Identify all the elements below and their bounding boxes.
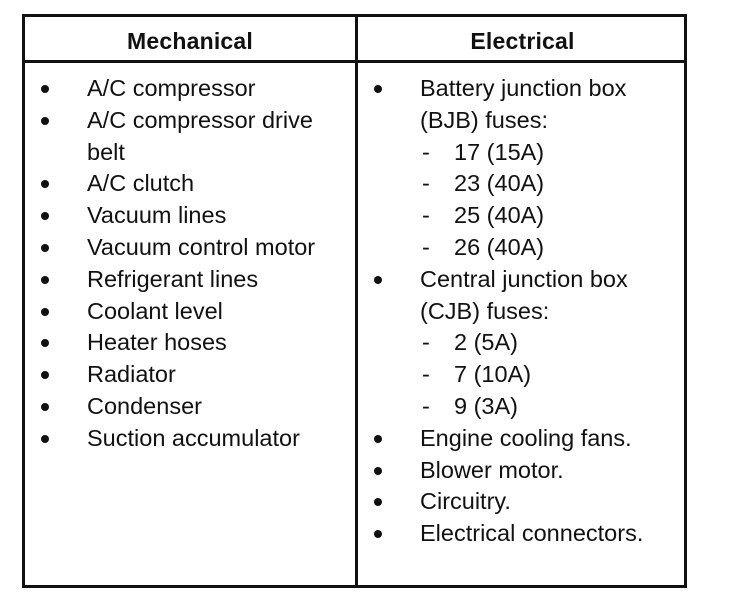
fuse-item <box>420 359 687 391</box>
mechanical-list <box>25 73 355 455</box>
item-text: Vacuum control motor <box>87 233 316 260</box>
electrical-list <box>358 73 687 550</box>
bullet-icon <box>374 85 382 93</box>
bullet-icon <box>41 180 49 188</box>
list-item <box>358 423 687 455</box>
fuse-text: 2 (5A) <box>454 329 518 356</box>
bullet-icon <box>374 530 382 538</box>
dash-icon: - <box>422 202 430 229</box>
bullet-icon <box>374 467 382 475</box>
cjb-label: Central junction box (CJB) fuses: <box>420 265 628 324</box>
item-text: A/C compressor drive belt <box>87 106 313 165</box>
list-item <box>25 391 355 423</box>
item-text: Coolant level <box>87 297 223 324</box>
item-text: Engine cooling fans. <box>420 424 632 451</box>
item-text: Electrical connectors. <box>420 520 644 547</box>
item-text: A/C compressor <box>87 75 256 101</box>
bullet-icon <box>41 212 49 220</box>
fuse-text: 7 (10A) <box>454 361 532 388</box>
bullet-icon <box>41 117 49 125</box>
item-text: Blower motor. <box>420 456 564 483</box>
header-electrical: Electrical <box>470 28 575 54</box>
list-item <box>358 486 687 518</box>
dash-icon: - <box>422 233 430 260</box>
bjb-label: Battery junction box (BJB) fuses: <box>420 75 627 133</box>
fuse-text: 26 (40A) <box>454 233 545 260</box>
list-item <box>25 327 355 359</box>
fuse-item <box>420 391 687 423</box>
bjb-fuse-list <box>420 137 687 264</box>
item-text: Vacuum lines <box>87 202 227 229</box>
list-item <box>25 105 355 169</box>
fuse-text: 23 (40A) <box>454 170 545 197</box>
diagnosis-table <box>22 14 687 588</box>
dash-icon: - <box>422 138 430 165</box>
list-item-cjb <box>358 264 687 423</box>
item-text: Refrigerant lines <box>87 265 259 292</box>
bullet-icon <box>41 403 49 411</box>
item-text: Heater hoses <box>87 329 227 356</box>
bullet-icon <box>374 435 382 443</box>
fuse-item <box>420 327 687 359</box>
item-text: Suction accumulator <box>87 424 300 451</box>
list-item <box>358 518 687 550</box>
dash-icon: - <box>422 329 430 356</box>
item-text: A/C clutch <box>87 170 195 197</box>
list-item <box>25 296 355 328</box>
bullet-icon <box>41 339 49 347</box>
list-item-bjb <box>358 73 687 264</box>
header-mechanical: Mechanical <box>127 28 253 54</box>
fuse-text: 17 (15A) <box>454 138 545 165</box>
list-item <box>358 455 687 487</box>
bullet-icon <box>41 308 49 316</box>
bullet-icon <box>41 435 49 443</box>
fuse-item <box>420 168 687 200</box>
bullet-icon <box>41 371 49 379</box>
fuse-item <box>420 232 687 264</box>
fuse-text: 25 (40A) <box>454 202 545 229</box>
bullet-icon <box>41 85 49 93</box>
fuse-text: 9 (3A) <box>454 392 518 419</box>
list-item <box>25 232 355 264</box>
list-item <box>25 359 355 391</box>
fuse-item <box>420 137 687 169</box>
item-text: Radiator <box>87 361 176 388</box>
list-item <box>25 264 355 296</box>
bullet-icon <box>41 276 49 284</box>
dash-icon: - <box>422 361 430 388</box>
cjb-fuse-list <box>420 327 687 422</box>
list-item <box>25 200 355 232</box>
bullet-icon <box>374 276 382 284</box>
dash-icon: - <box>422 392 430 419</box>
list-item <box>25 423 355 455</box>
bullet-icon <box>374 498 382 506</box>
bullet-icon <box>41 244 49 252</box>
item-text: Condenser <box>87 392 202 419</box>
list-item <box>25 73 355 105</box>
list-item <box>25 168 355 200</box>
fuse-item <box>420 200 687 232</box>
item-text: Circuitry. <box>420 488 511 515</box>
dash-icon: - <box>422 170 430 197</box>
